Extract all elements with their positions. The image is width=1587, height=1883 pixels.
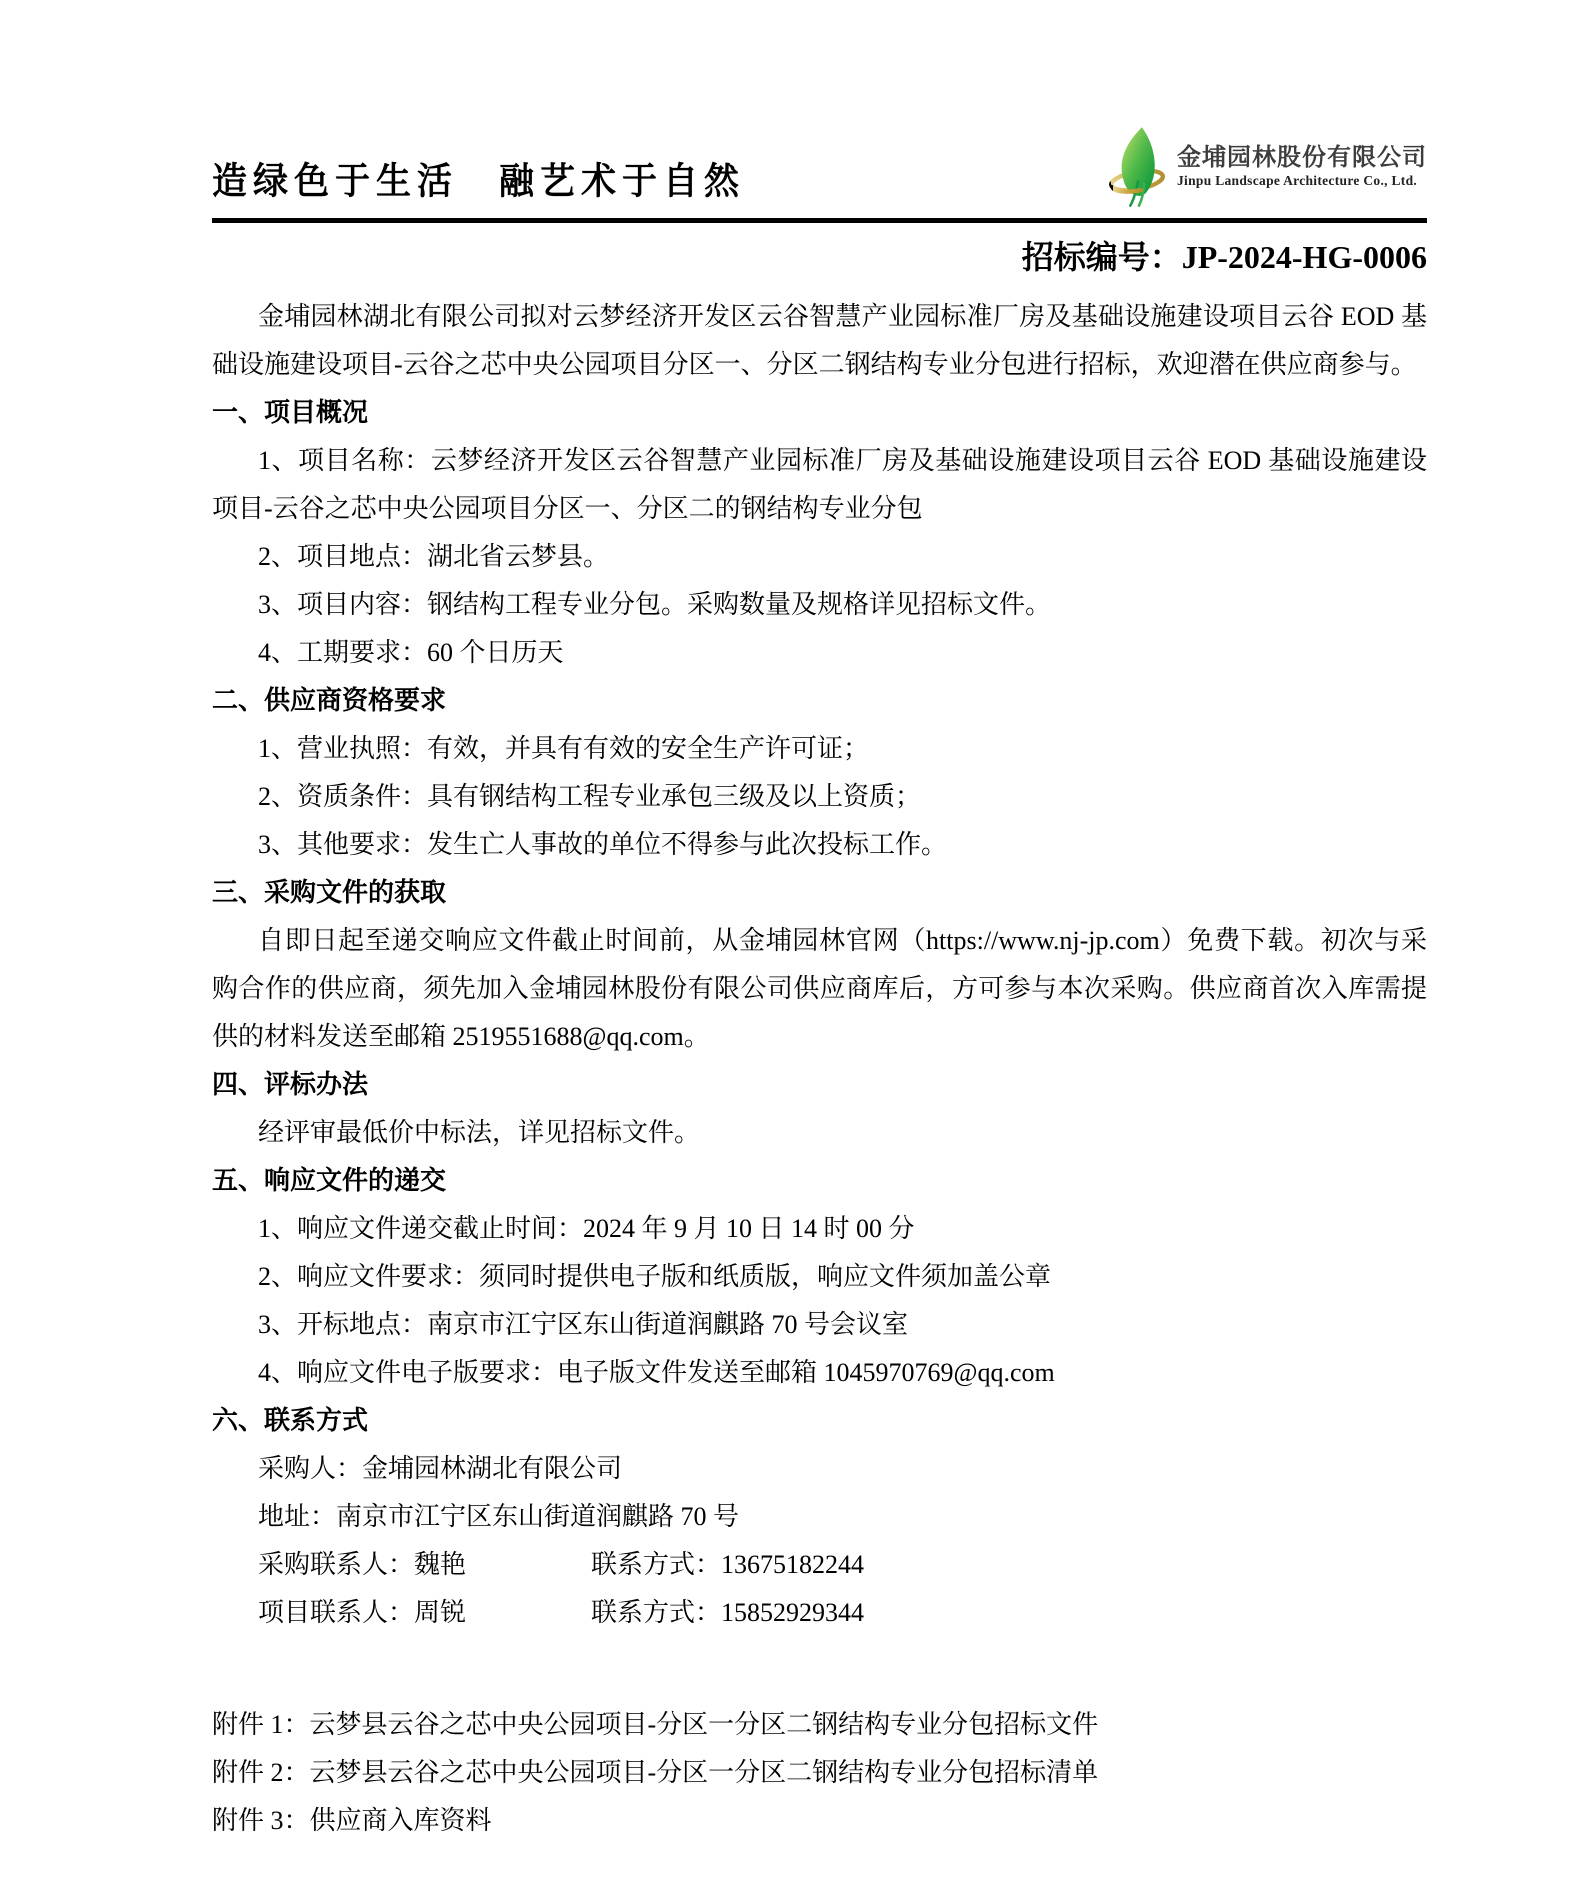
deadline-item: 1、响应文件递交截止时间：2024 年 9 月 10 日 14 时 00 分	[258, 1214, 915, 1243]
letterhead	[212, 116, 1427, 223]
section-evaluation-method	[212, 1061, 1427, 1157]
acquisition-paragraph: 自即日起至递交响应文件截止时间前，从金埔园林官网（https://www.nj-jp.com）免费下载。初次与采购合作的供应商，须先加入金埔园林股份有限公司供应商库后，方可参与本次采购。供应商首次入库需提供的材料发送至邮箱 2519551688@qq.com。	[212, 926, 1427, 1051]
section-6-heading: 六、联系方式	[212, 1406, 369, 1435]
other-requirement-item: 3、其他要求：发生亡人事故的单位不得参与此次投标工作。	[258, 830, 948, 859]
section-2-heading: 二、供应商资格要求	[212, 686, 447, 715]
opening-location-item: 3、开标地点：南京市江宁区东山街道润麒路 70 号会议室	[258, 1310, 909, 1339]
company-logo-text	[1177, 144, 1427, 189]
project-contact-phone: 联系方式：15852929344	[591, 1598, 865, 1627]
project-contact-name: 项目联系人：周锐	[258, 1598, 467, 1627]
section-document-acquisition	[212, 869, 1427, 1061]
tender-number: 招标编号：JP-2024-HG-0006	[1021, 239, 1427, 275]
purchasing-contact-name: 采购联系人：魏艳	[258, 1550, 467, 1579]
project-duration-item: 4、工期要求：60 个日历天	[258, 638, 564, 667]
section-1-heading: 一、项目概况	[212, 398, 369, 427]
section-5-heading: 五、响应文件的递交	[212, 1166, 447, 1195]
project-content-item: 3、项目内容：钢结构工程专业分包。采购数量及规格详见招标文件。	[258, 590, 1052, 619]
attachment-item-2: 附件 2：云梦县云谷之芯中央公园项目-分区一分区二钢结构专业分包招标清单	[212, 1758, 1099, 1787]
section-response-submission	[212, 1157, 1427, 1397]
section-contact-info	[212, 1397, 1427, 1637]
leaf-logo-icon	[1109, 124, 1169, 208]
company-name-en: Jinpu Landscape Architecture Co., Ltd.	[1177, 172, 1418, 188]
project-location-item: 2、项目地点：湖北省云梦县。	[258, 542, 610, 571]
qualification-item: 2、资质条件：具有钢结构工程专业承包三级及以上资质；	[258, 782, 922, 811]
business-license-item: 1、营业执照：有效，并具有有效的安全生产许可证；	[258, 734, 870, 763]
evaluation-paragraph: 经评审最低价中标法，详见招标文件。	[258, 1118, 701, 1147]
company-name-cn: 金埔园林股份有限公司	[1177, 142, 1427, 171]
company-logo	[1109, 124, 1427, 208]
response-requirement-item: 2、响应文件要求：须同时提供电子版和纸质版，响应文件须加盖公章	[258, 1262, 1052, 1291]
purchasing-contact-phone: 联系方式：13675182244	[591, 1550, 865, 1579]
attachment-item-3: 附件 3：供应商入库资料	[212, 1806, 492, 1835]
purchaser-line: 采购人：金埔园林湖北有限公司	[258, 1454, 623, 1483]
section-4-heading: 四、评标办法	[212, 1070, 369, 1099]
address-line: 地址：南京市江宁区东山街道润麒路 70 号	[258, 1502, 740, 1531]
intro-paragraph: 金埔园林湖北有限公司拟对云梦经济开发区云谷智慧产业园标准厂房及基础设施建设项目云谷 EOD 基础设施建设项目-云谷之芯中央公园项目分区一、分区二钢结构专业分包进行招标，欢迎潜在供应商参与。	[212, 302, 1427, 379]
company-slogan: 造绿色于生活 融艺术于自然	[212, 161, 746, 204]
section-supplier-qualification	[212, 677, 1427, 869]
attachment-item-1: 附件 1：云梦县云谷之芯中央公园项目-分区一分区二钢结构专业分包招标文件	[212, 1710, 1099, 1739]
contact-row-purchasing	[212, 1541, 1427, 1589]
section-project-overview	[212, 389, 1427, 677]
document-body	[212, 293, 1427, 1637]
electronic-version-item: 4、响应文件电子版要求：电子版文件发送至邮箱 1045970769@qq.com	[258, 1358, 1055, 1387]
attachments-list	[212, 1701, 1427, 1845]
project-name-item: 1、项目名称：云梦经济开发区云谷智慧产业园标准厂房及基础设施建设项目云谷 EOD 基础设施建设项目-云谷之芯中央公园项目分区一、分区二的钢结构专业分包	[212, 446, 1427, 523]
contact-row-project	[212, 1589, 1427, 1637]
section-3-heading: 三、采购文件的获取	[212, 878, 447, 907]
